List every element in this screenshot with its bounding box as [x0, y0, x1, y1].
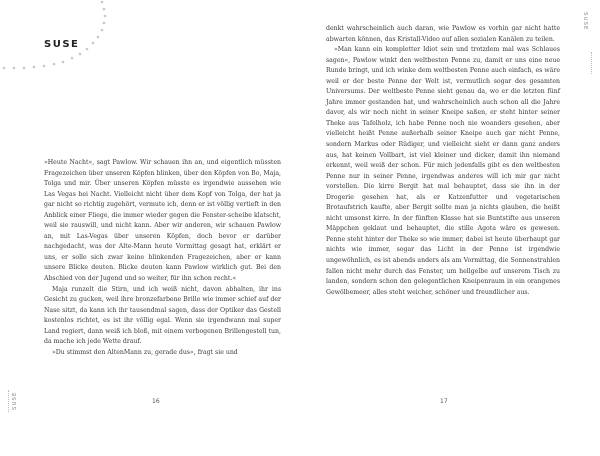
page-number-left: 16: [152, 398, 160, 405]
side-dotted-rule: [591, 52, 593, 74]
paragraph: »Heute Nacht«, sagt Pawlow. Wir schauen ihn an, und eigentlich müssten Fragezeichen über unseren Köpfen blinken, über den Köpfen von Bo, Maja, Tolga und mir. Über unseren Köpfen müsste es irgendwie aussehen wie Las Vegas bei Nacht. Vielleicht nicht über dem Kopf von Tolga, der hat ja gar nicht so richtig zugehört, vermute ich, denn er ist völlig vertieft in den Anblick einer Fliege, die immer wieder gegen die Fenster-scheibe klatscht, weil sie rauswill, und nicht kann. Aber wir anderen, wir schauen Pawlow an, mit Las-Vegas über unseren Köpfen, doch bevor er darüber nachgedacht, was der Alte-Mann heute Vormittag gesagt hat, erklärt er uns, er solle sich zwar keine blinkenden Fragezeichen, aber er kann unsere Blicke deuten. Blicke deuten kann Pawlow wirklich gut. Bei den Abschied von der Jugend und so weiter, für ihn schon recht.«: [44, 159, 281, 283]
left-page-body: [44, 158, 281, 358]
running-head-right: SUSE: [582, 12, 588, 31]
paragraph: Maja runzelt die Stirn, und ich weiß nicht, davon abhalten, ihr ins Gesicht zu gucken, weil ihre bronzefarbene Brille wie immer schief auf der Nase sitzt, da kann ich ihr tausendmal sagen, dass der Optiker das Gestell kostenlos richtet, es ist ihr völlig egal. Wenn sie irgendwann mal super Land regiert, dann weiß ich bloß, mit einem verbogenen Brillengestell tun, da mache ich jede Wette drauf.: [44, 285, 281, 346]
paragraph: »Du stimmst den AltenMann zu, gerade dus«, fragt sie und: [52, 348, 238, 356]
side-dotted-rule: [8, 390, 10, 412]
paragraph: denkt wahrscheinlich auch daran, wie Pawlow es vorhin gar nicht hatte abwarten können, das Kristall-Video auf allen sozialen Kanälen zu teilen.: [326, 25, 560, 43]
page-number-right: 17: [440, 398, 448, 405]
running-head-left: SUSE: [12, 391, 18, 410]
chapter-heading: SUSE: [44, 39, 80, 50]
right-page: [300, 0, 600, 456]
paragraph: »Man kann ein kompletter Idiot sein und trotzdem mal was Schlaues sagen«, Pawlow winkt den weltbesten Penne zu, damit er uns eine neue Runde bringt, und ich winke dem weltbesten Penne auch einfach, es wäre weil er der beste Penne der Welt ist, vermutlich sogar des gesamten Universums. Der weltbeste Penne sieht genau da, wo er die letzten fünf Jahre immer gestanden hat, und wahrscheinlich auch schon all die Jahre davor, als wir noch nicht in seiner Kneipe saßen, er steht hinter seiner Theke aus Tafelholz, ich habe Penne noch nie woanders gesehen, aber vielleicht heißt Penne außerhalb seiner Kneipe auch gar nicht Penne, sondern Markus oder Rüdiger, und vielleicht sieht er dann ganz anders aus, hat keinen Vollbart, ist viel kleiner und dicker, damit ihn niemand erkennt, weil weiß der schon. Für mich jedenfalls gibt es den weltbesten Penne nur in seiner Penne, irgendwas anderes will ich mir gar nicht vorstellen. Die kirre Bergit hat mal behauptet, dass sie ihn in der Drogerie gesehen hat, als er Katzenfutter und vegetarischen Brotaufstrich kaufte, aber Bergit sollte man ja nichts glauben, die heißt nicht umsonst kirre. In der fünften Klasse hat sie Buntstifte aus unseren Mäppchen geklaut und behauptet, die stille Agota wäre es gewesen. Penne steht hinter der Theke so wie immer, dabei ist heute überhaupt gar nichts wie immer, sogar das Licht in der Penne ist irgendwie ungewöhnlich, es ist abends anders als am Vormittag, die Sonnenstrahlen fallen nicht mehr durch das Fenster, um hellgelbe auf unserem Tisch zu landen, sondern schon den gelegentlichen Kneipenraum in ein orangenes Gewölbemeer, alles steht weicher, schöner und freundlicher aus.: [326, 46, 560, 296]
right-page-body: [326, 24, 560, 298]
